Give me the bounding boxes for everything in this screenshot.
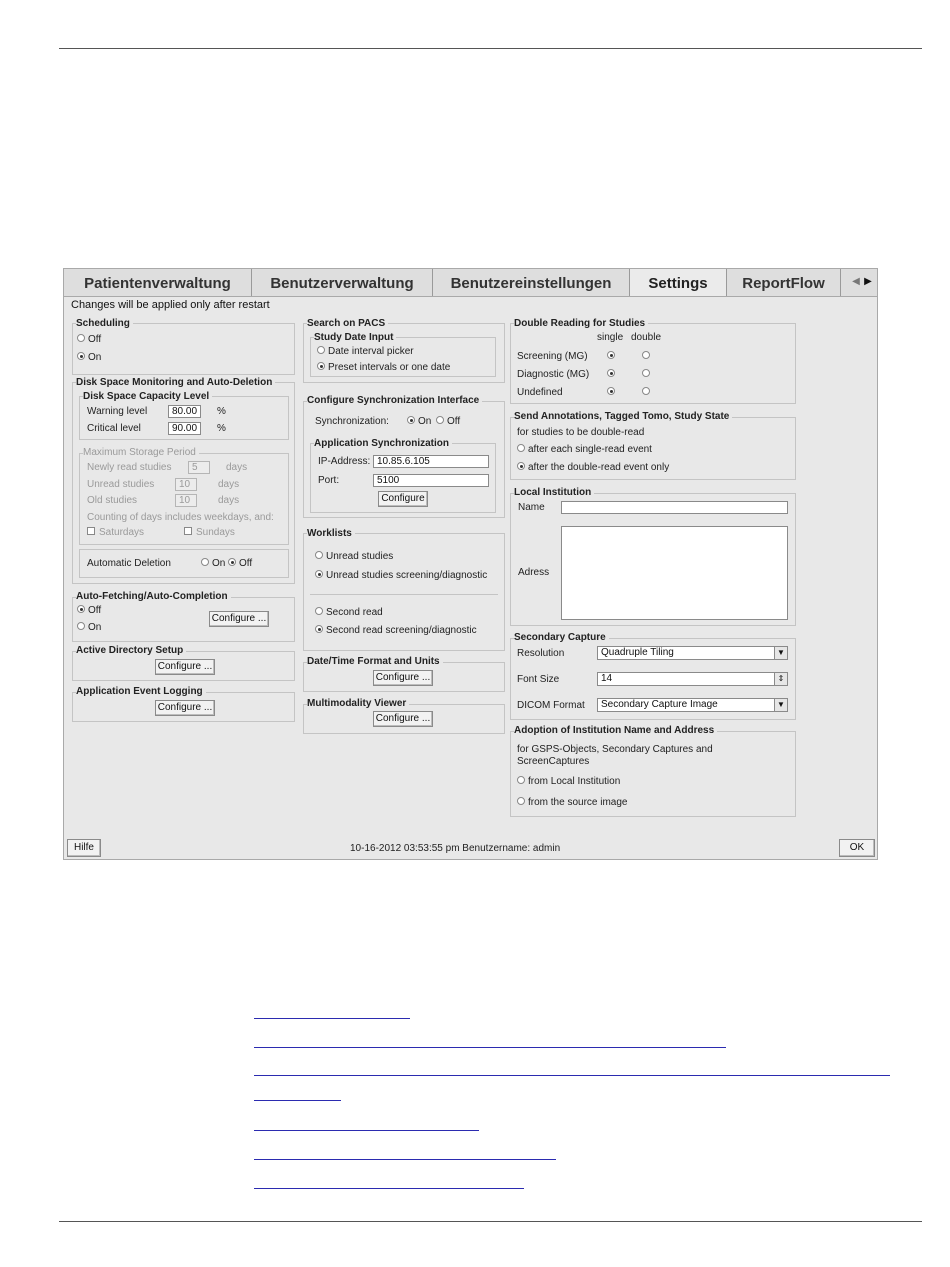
radio-icon	[517, 797, 525, 805]
from-source-image-radio[interactable]: from the source image	[517, 797, 628, 808]
footer-link-6[interactable]	[254, 1188, 524, 1189]
radio-icon	[436, 416, 444, 424]
unread-studies-radio[interactable]: Unread studies	[315, 551, 393, 562]
date-interval-radio[interactable]: Date interval picker	[317, 346, 414, 357]
scheduling-title: Scheduling	[76, 318, 133, 329]
restart-notice: Changes will be applied only after restart	[71, 299, 270, 311]
radio-selected-icon	[228, 558, 236, 566]
radio-selected-icon	[315, 570, 323, 578]
diagnostic-row-label: Diagnostic (MG)	[517, 369, 590, 380]
counting-note: Counting of days includes weekdays, and:	[87, 512, 274, 523]
double-reading-title: Double Reading for Studies	[514, 318, 648, 329]
undefined-row-label: Undefined	[517, 387, 563, 398]
sync-configure-button[interactable]: Configure	[378, 491, 428, 507]
resolution-label: Resolution	[517, 648, 565, 659]
worklists-title: Worklists	[307, 528, 355, 539]
status-text: 10-16-2012 03:53:55 pm Benutzername: admin	[350, 843, 561, 854]
institution-address-textarea[interactable]	[561, 526, 788, 620]
resolution-value: Quadruple Tiling	[601, 647, 674, 658]
screening-single-radio[interactable]	[607, 351, 618, 362]
footer-link-3[interactable]	[254, 1075, 890, 1076]
second-read-radio[interactable]: Second read	[315, 607, 383, 618]
sync-off-radio[interactable]: Off	[436, 416, 460, 427]
radio-selected-icon	[77, 352, 85, 360]
scheduling-group	[72, 323, 295, 375]
dicom-format-label: DICOM Format	[517, 700, 585, 711]
radio-icon	[517, 776, 525, 784]
undefined-single-radio[interactable]	[607, 387, 618, 398]
tab-benutzereinstellungen[interactable]: Benutzereinstellungen	[433, 269, 630, 296]
event-logging-title: Application Event Logging	[76, 686, 206, 697]
annotations-subtitle: for studies to be double-read	[517, 427, 645, 438]
footer-link-4[interactable]	[254, 1130, 479, 1131]
datetime-configure-button[interactable]: Configure ...	[373, 670, 433, 686]
single-header: single	[597, 332, 624, 343]
critical-level-input[interactable]: 90.00	[168, 422, 201, 435]
warning-level-input[interactable]: 80.00	[168, 405, 201, 418]
radio-selected-icon	[317, 362, 325, 370]
newly-read-input[interactable]: 5	[188, 461, 210, 474]
ip-address-label: IP-Address:	[318, 456, 371, 467]
radio-selected-icon	[607, 351, 615, 359]
diagnostic-double-radio[interactable]	[642, 369, 653, 380]
old-studies-input[interactable]: 10	[175, 494, 197, 507]
disk-monitoring-title: Disk Space Monitoring and Auto-Deletion	[76, 377, 275, 388]
datetime-title: Date/Time Format and Units	[307, 656, 443, 667]
radio-icon	[642, 387, 650, 395]
undefined-double-radio[interactable]	[642, 387, 653, 398]
after-double-read-radio[interactable]: after the double-read event only	[517, 462, 669, 473]
unread-label: Unread studies	[87, 479, 155, 490]
help-button[interactable]: Hilfe	[67, 839, 101, 857]
dropdown-arrow-icon[interactable]: ▼	[774, 647, 787, 659]
tab-bar	[64, 269, 877, 297]
annotations-title: Send Annotations, Tagged Tomo, Study State	[514, 411, 732, 422]
screening-row-label: Screening (MG)	[517, 351, 588, 362]
checkbox-icon	[87, 527, 95, 535]
radio-selected-icon	[607, 387, 615, 395]
unread-input[interactable]: 10	[175, 478, 197, 491]
app-sync-title: Application Synchronization	[314, 438, 452, 449]
footer-link-3-cont[interactable]	[254, 1100, 341, 1101]
scheduling-off-radio[interactable]: Off	[77, 334, 101, 345]
sync-label: Synchronization:	[315, 416, 389, 427]
after-single-read-radio[interactable]: after each single-read event	[517, 444, 652, 455]
multimodality-configure-button[interactable]: Configure ...	[373, 711, 433, 727]
radio-icon	[642, 369, 650, 377]
port-input[interactable]: 5100	[373, 474, 489, 487]
tab-benutzerverwaltung[interactable]: Benutzerverwaltung	[252, 269, 433, 296]
diagnostic-single-radio[interactable]	[607, 369, 618, 380]
ip-address-input[interactable]: 10.85.6.105	[373, 455, 489, 468]
critical-level-label: Critical level	[87, 423, 141, 434]
dicom-format-value: Secondary Capture Image	[601, 699, 718, 710]
dicom-format-select[interactable]	[597, 698, 788, 712]
fontsize-label: Font Size	[517, 674, 560, 685]
sundays-checkbox[interactable]: Sundays	[184, 527, 235, 538]
auto-deletion-on-radio[interactable]: On	[201, 558, 225, 569]
checkbox-icon	[184, 527, 192, 535]
screening-double-radio[interactable]	[642, 351, 653, 362]
settings-window	[63, 268, 878, 860]
from-local-institution-radio[interactable]: from Local Institution	[517, 776, 620, 787]
adoption-description: for GSPS-Objects, Secondary Captures and ScreenCaptures	[517, 744, 713, 767]
footer-link-2[interactable]	[254, 1047, 726, 1048]
auto-deletion-label: Automatic Deletion	[87, 558, 171, 569]
institution-name-label: Name	[518, 502, 545, 513]
radio-selected-icon	[517, 462, 525, 470]
worklists-divider	[310, 594, 498, 595]
radio-selected-icon	[607, 369, 615, 377]
fontsize-spinner[interactable]	[597, 672, 788, 686]
institution-name-input[interactable]	[561, 501, 788, 514]
footer-link-5[interactable]	[254, 1159, 556, 1160]
autofetch-on-radio[interactable]: On	[77, 622, 101, 633]
active-directory-title: Active Directory Setup	[76, 645, 186, 656]
tab-patientenverwaltung[interactable]: Patientenverwaltung	[64, 269, 252, 296]
tab-scroll	[851, 275, 873, 289]
fontsize-value: 14	[601, 673, 613, 684]
scheduling-on-radio[interactable]: On	[77, 352, 101, 363]
radio-selected-icon	[407, 416, 415, 424]
radio-icon	[77, 334, 85, 342]
autofetch-configure-button[interactable]: Configure ...	[209, 611, 269, 627]
tab-reportflow[interactable]: ReportFlow	[727, 269, 841, 296]
resolution-select[interactable]	[597, 646, 788, 660]
ok-button[interactable]: OK	[839, 839, 875, 857]
multimodality-title: Multimodality Viewer	[307, 698, 409, 709]
footer-link-1[interactable]	[254, 1018, 410, 1019]
status-bar	[64, 837, 877, 859]
unread-screening-radio[interactable]: Unread studies screening/diagnostic	[315, 570, 487, 581]
scroll-right-icon[interactable]: ▶	[864, 276, 872, 287]
port-label: Port:	[318, 475, 340, 486]
radio-selected-icon	[315, 625, 323, 633]
autofetch-off-radio[interactable]: Off	[77, 605, 101, 616]
bottom-rule	[59, 1221, 922, 1222]
unread-days: days	[218, 479, 240, 490]
storage-period-title: Maximum Storage Period	[83, 447, 199, 458]
critical-percent: %	[217, 423, 226, 434]
capacity-level-title: Disk Space Capacity Level	[83, 391, 212, 402]
radio-icon	[317, 346, 325, 354]
old-studies-days: days	[218, 495, 240, 506]
tab-settings[interactable]: Settings	[630, 269, 727, 296]
old-studies-label: Old studies	[87, 495, 138, 506]
radio-icon	[77, 622, 85, 630]
preset-intervals-radio[interactable]: Preset intervals or one date	[317, 362, 450, 373]
warning-percent: %	[217, 406, 226, 417]
double-header: double	[631, 332, 662, 343]
study-date-title: Study Date Input	[314, 332, 396, 343]
adoption-title: Adoption of Institution Name and Address	[514, 725, 717, 736]
sync-title: Configure Synchronization Interface	[307, 395, 482, 406]
radio-icon	[201, 558, 209, 566]
institution-address-label: Adress	[518, 567, 550, 578]
radio-icon	[315, 551, 323, 559]
spinner-icon[interactable]: ⇕	[774, 673, 787, 685]
radio-icon	[642, 351, 650, 359]
newly-read-label: Newly read studies	[87, 462, 172, 473]
top-rule	[59, 48, 922, 49]
autofetch-title: Auto-Fetching/Auto-Completion	[76, 591, 231, 602]
secondary-capture-title: Secondary Capture	[514, 632, 609, 643]
radio-selected-icon	[77, 605, 85, 613]
warning-level-label: Warning level	[87, 406, 148, 417]
newly-read-days: days	[226, 462, 248, 473]
dropdown-arrow-icon[interactable]: ▼	[774, 699, 787, 711]
active-directory-configure-button[interactable]: Configure ...	[155, 659, 215, 675]
sync-on-radio[interactable]: On	[407, 416, 431, 427]
pacs-title: Search on PACS	[307, 318, 388, 329]
auto-deletion-off-radio[interactable]: Off	[228, 558, 252, 569]
local-institution-title: Local Institution	[514, 487, 594, 498]
scroll-left-icon[interactable]: ◀	[852, 276, 860, 287]
second-read-screening-radio[interactable]: Second read screening/diagnostic	[315, 625, 477, 636]
radio-icon	[517, 444, 525, 452]
event-logging-configure-button[interactable]: Configure ...	[155, 700, 215, 716]
saturdays-checkbox[interactable]: Saturdays	[87, 527, 144, 538]
radio-icon	[315, 607, 323, 615]
